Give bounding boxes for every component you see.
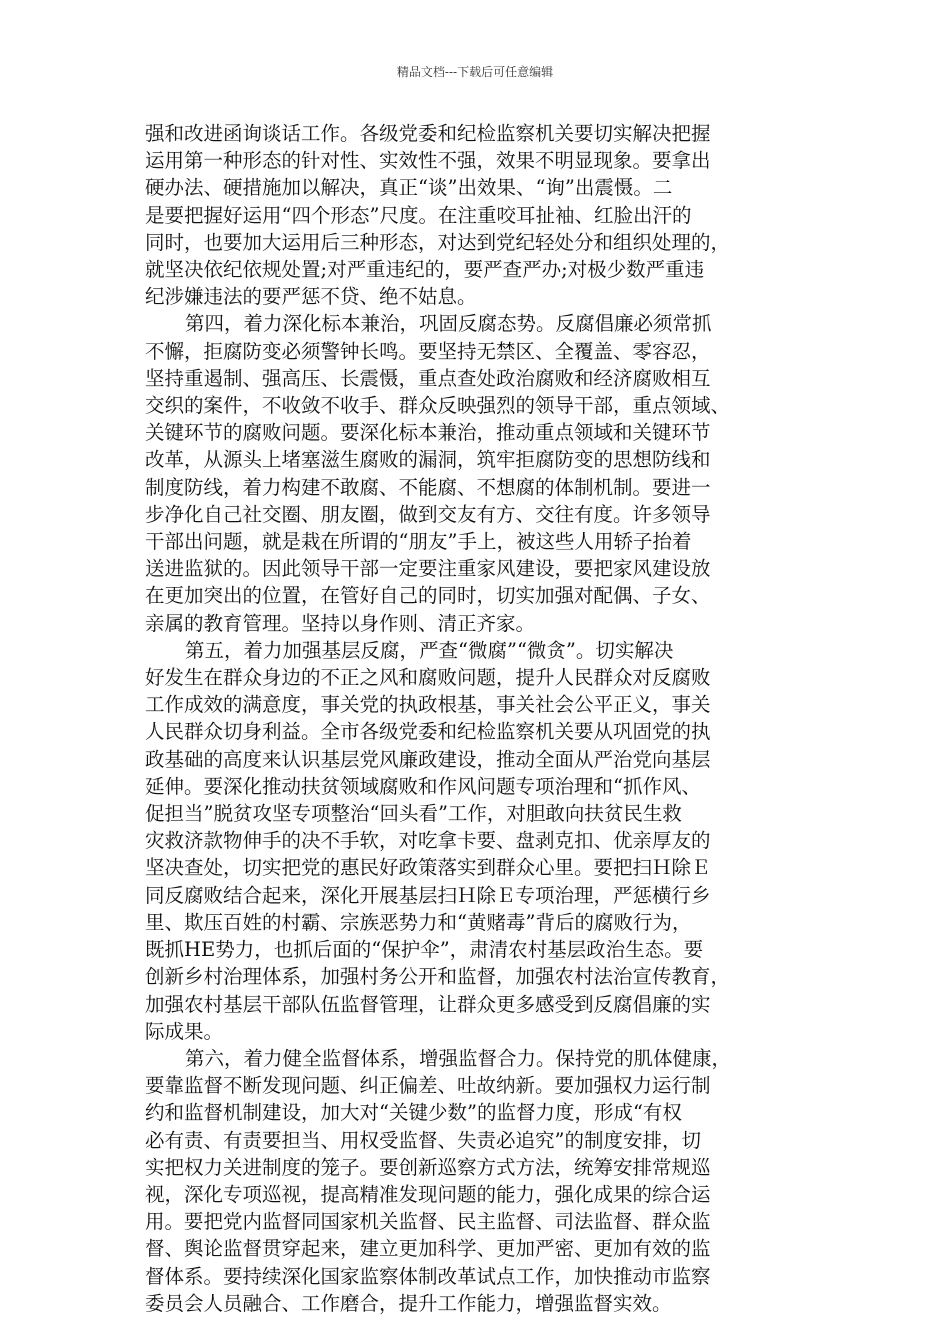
text-line: 坚决查处，切实把党的惠民好政策落实到群众心里。要把扫Ｈ除Ｅ bbox=[145, 856, 711, 880]
text-line: 是要把握好运用“四个形态”尺度。在注重咬耳扯袖、红脸出汗的 bbox=[145, 203, 692, 227]
text-line: 改革，从源头上堵塞滋生腐败的漏洞，筑牢拒腐防变的思想防线和 bbox=[145, 448, 711, 472]
text-line: 关键环节的腐败问题。要深化标本兼治，推动重点领域和关键环节 bbox=[145, 421, 711, 445]
text-line: 步净化自己社交圈、朋友圈，做到交友有方、交往有度。许多领导 bbox=[145, 502, 711, 526]
paragraph-3 bbox=[145, 637, 823, 1045]
text-line: 强和改进函询谈话工作。各级党委和纪检监察机关要切实解决把握 bbox=[145, 122, 711, 145]
text-line: 必有责、有责要担当、用权受监督、失责必追究”的制度安排，切 bbox=[145, 1128, 701, 1152]
text-line: 督体系。要持续深化国家监察体制改革试点工作，加快推动市监察 bbox=[145, 1264, 711, 1288]
text-line: 送进监狱的。因此领导干部一定要注重家风建设，要把家风建设放 bbox=[145, 557, 711, 581]
text-line: 坚持重遏制、强高压、长震慑，重点查处政治腐败和经济腐败相互 bbox=[145, 366, 711, 390]
text-line: 人民群众切身利益。全市各级党委和纪检监察机关要从巩固党的执 bbox=[145, 720, 711, 744]
text-line: 第五，着力加强基层反腐，严查“微腐”“微贪”。切实解决 bbox=[185, 638, 674, 662]
text-line: 委员会人员融合、工作磨合，提升工作能力，增强监督实效。 bbox=[145, 1291, 672, 1315]
text-line: 灾救济款物伸手的决不手软，对吃拿卡要、盘剥克扣、优亲厚友的 bbox=[145, 829, 711, 853]
text-line: 用。要把党内监督同国家机关监督、民主监督、司法监督、群众监 bbox=[145, 1210, 711, 1234]
text-line: 干部出问题，就是栽在所谓的“朋友”手上，被这些人用轿子抬着 bbox=[145, 530, 692, 554]
text-line: 要靠监督不断发现问题、纠正偏差、吐故纳新。要加强权力运行制 bbox=[145, 1074, 711, 1098]
text-line: 制度防线，着力构建不敢腐、不能腐、不想腐的体制机制。要进一 bbox=[145, 475, 711, 499]
text-line: 同反腐败结合起来，深化开展基层扫Ｈ除Ｅ专项治理，严惩横行乡 bbox=[145, 883, 711, 907]
text-line: 约和监督机制建设，加大对“关键少数”的监督力度，形成“有权 bbox=[145, 1101, 682, 1125]
text-line: 督、舆论监督贯穿起来，建立更加科学、更加严密、更加有效的监 bbox=[145, 1237, 711, 1261]
text-line: 延伸。要深化推动扶贫领域腐败和作风问题专项治理和“抓作风、 bbox=[145, 774, 701, 798]
text-line: 第六，着力健全监督体系，增强监督合力。保持党的肌体健康， bbox=[185, 1046, 732, 1070]
text-line: 纪涉嫌违法的要严惩不贷、绝不姑息。 bbox=[145, 285, 477, 309]
text-line: 政基础的高度来认识基层党风廉政建设，推动全面从严治党向基层 bbox=[145, 747, 711, 771]
text-line: 既抓HE势力，也抓后面的“保护伞”，肃清农村基层政治生态。要 bbox=[145, 938, 704, 962]
text-line: 促担当”脱贫攻坚专项整治“回头看”工作，对胆敢向扶贫民生救 bbox=[145, 802, 682, 826]
text-line: 在更加突出的位置，在管好自己的同时，切实加强对配偶、子女、 bbox=[145, 584, 711, 608]
text-line: 同时，也要加大运用后三种形态，对达到党纪轻处分和组织处理的， bbox=[145, 230, 731, 254]
text-line: 第四，着力深化标本兼治，巩固反腐态势。反腐倡廉必须常抓 bbox=[185, 312, 712, 336]
text-line: 加强农村基层干部队伍监督管理，让群众更多感受到反腐倡廉的实 bbox=[145, 992, 711, 1016]
text-line: 工作成效的满意度，事关党的执政根基，事关社会公平正义，事关 bbox=[145, 693, 711, 717]
text-line: 创新乡村治理体系，加强村务公开和监督，加强农村法治宣传教育， bbox=[145, 965, 731, 989]
text-line: 视，深化专项巡视，提高精准发现问题的能力，强化成果的综合运 bbox=[145, 1182, 711, 1206]
text-line: 好发生在群众身边的不正之风和腐败问题，提升人民群众对反腐败 bbox=[145, 666, 711, 690]
document-body bbox=[145, 120, 823, 1317]
text-line: 不懈，拒腐防变必须警钟长鸣。要坚持无禁区、全覆盖、零容忍， bbox=[145, 339, 711, 363]
paragraph-1 bbox=[145, 120, 823, 310]
paragraph-4 bbox=[145, 1045, 823, 1317]
text-line: 运用第一种形态的针对性、实效性不强，效果不明显现象。要拿出 bbox=[145, 149, 711, 173]
text-line: 里、欺压百姓的村霸、宗族恶势力和“黄赌毒”背后的腐败行为， bbox=[145, 910, 692, 934]
text-line: 际成果。 bbox=[145, 1019, 224, 1043]
text-line: 亲属的教育管理。坚持以身作则、清正齐家。 bbox=[145, 611, 536, 635]
paragraph-2 bbox=[145, 310, 823, 636]
page-header: 精品文档---下载后可任意编辑 bbox=[396, 65, 554, 79]
text-line: 交织的案件，不收敛不收手、群众反映强烈的领导干部，重点领域、 bbox=[145, 394, 731, 418]
text-line: 实把权力关进制度的笼子。要创新巡察方式方法，统筹安排常规巡 bbox=[145, 1155, 711, 1179]
text-line: 硬办法、硬措施加以解决，真正“谈”出效果、“询”出震慑。二 bbox=[145, 176, 673, 200]
text-line: 就坚决依纪依规处置;对严重违纪的，要严查严办;对极少数严重违 bbox=[145, 258, 705, 282]
